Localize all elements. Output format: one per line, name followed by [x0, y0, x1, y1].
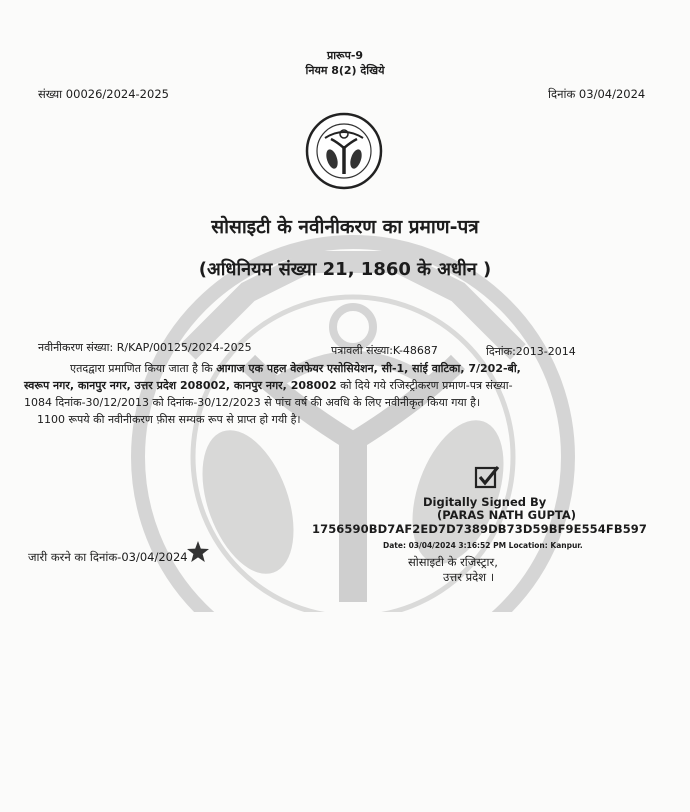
registrar-designation: सोसाइटी के रजिस्ट्रार,: [408, 555, 498, 569]
issue-date: जारी करने का दिनांक-03/04/2024: [28, 550, 188, 564]
certificate-subtitle: (अधिनियम संख्या 21, 1860 के अधीन ): [198, 259, 492, 280]
renewal-period: दिनांक:2013-2014: [486, 345, 576, 358]
society-name: आगाज एक पहल वेलफेयर एसोसियेशन, सी-1, सांई वाटिका, 7/202-बी,: [216, 362, 521, 375]
registration-number: संख्या 00026/2024-2025: [38, 87, 169, 101]
certificate-title: सोसाइटी के नवीनीकरण का प्रमाण-पत्र: [211, 216, 479, 238]
renewal-number: नवीनीकरण संख्या: R/KAP/00125/2024-2025: [38, 341, 252, 354]
body-line-3: 1084 दिनांक-30/12/2013 को दिनांक-30/12/2023 से पांच वर्ष की अवधि के लिए नवीनीकृत किया गया है।: [24, 396, 481, 409]
form-number: प्रारूप-9: [326, 49, 364, 62]
signer-name: (PARAS NATH GUPTA): [437, 508, 576, 522]
registrar-state: उत्तर प्रदेश ।: [443, 570, 495, 584]
signature-date-location: Date: 03/04/2024 3:16:52 PM Location: Kanpur.: [383, 541, 583, 550]
up-government-emblem-icon: [303, 112, 385, 190]
body-intro: एतदद्वारा प्रमाणित किया जाता है कि: [70, 362, 213, 375]
signature-hash: 1756590BD7AF2ED7D7389DB73D59BF9E554FB597: [312, 522, 648, 536]
star-stamp-icon: [186, 540, 210, 564]
digitally-signed-label: Digitally Signed By: [423, 495, 547, 509]
file-number: पत्रावली संख्या:K-48687: [331, 344, 438, 357]
certificate-body: [24, 360, 670, 428]
verified-check-icon: [474, 465, 500, 489]
header-date: दिनांक 03/04/2024: [548, 87, 646, 101]
body-line-4: 1100 रूपये की नवीनीकरण फ़ीस सम्यक रूप से प्राप्त हो गयी है।: [37, 413, 301, 426]
rule-reference: नियम 8(2) देखिये: [305, 64, 385, 77]
body-line-1: [24, 360, 670, 377]
body-reg-text: को दिये गये रजिस्ट्रीकरण प्रमाण-पत्र संख्या-: [336, 379, 513, 392]
body-line-2: [24, 377, 670, 394]
society-address: स्वरूप नगर, कानपुर नगर, उत्तर प्रदेश 208002, कानपुर नगर, 208002: [24, 379, 337, 392]
